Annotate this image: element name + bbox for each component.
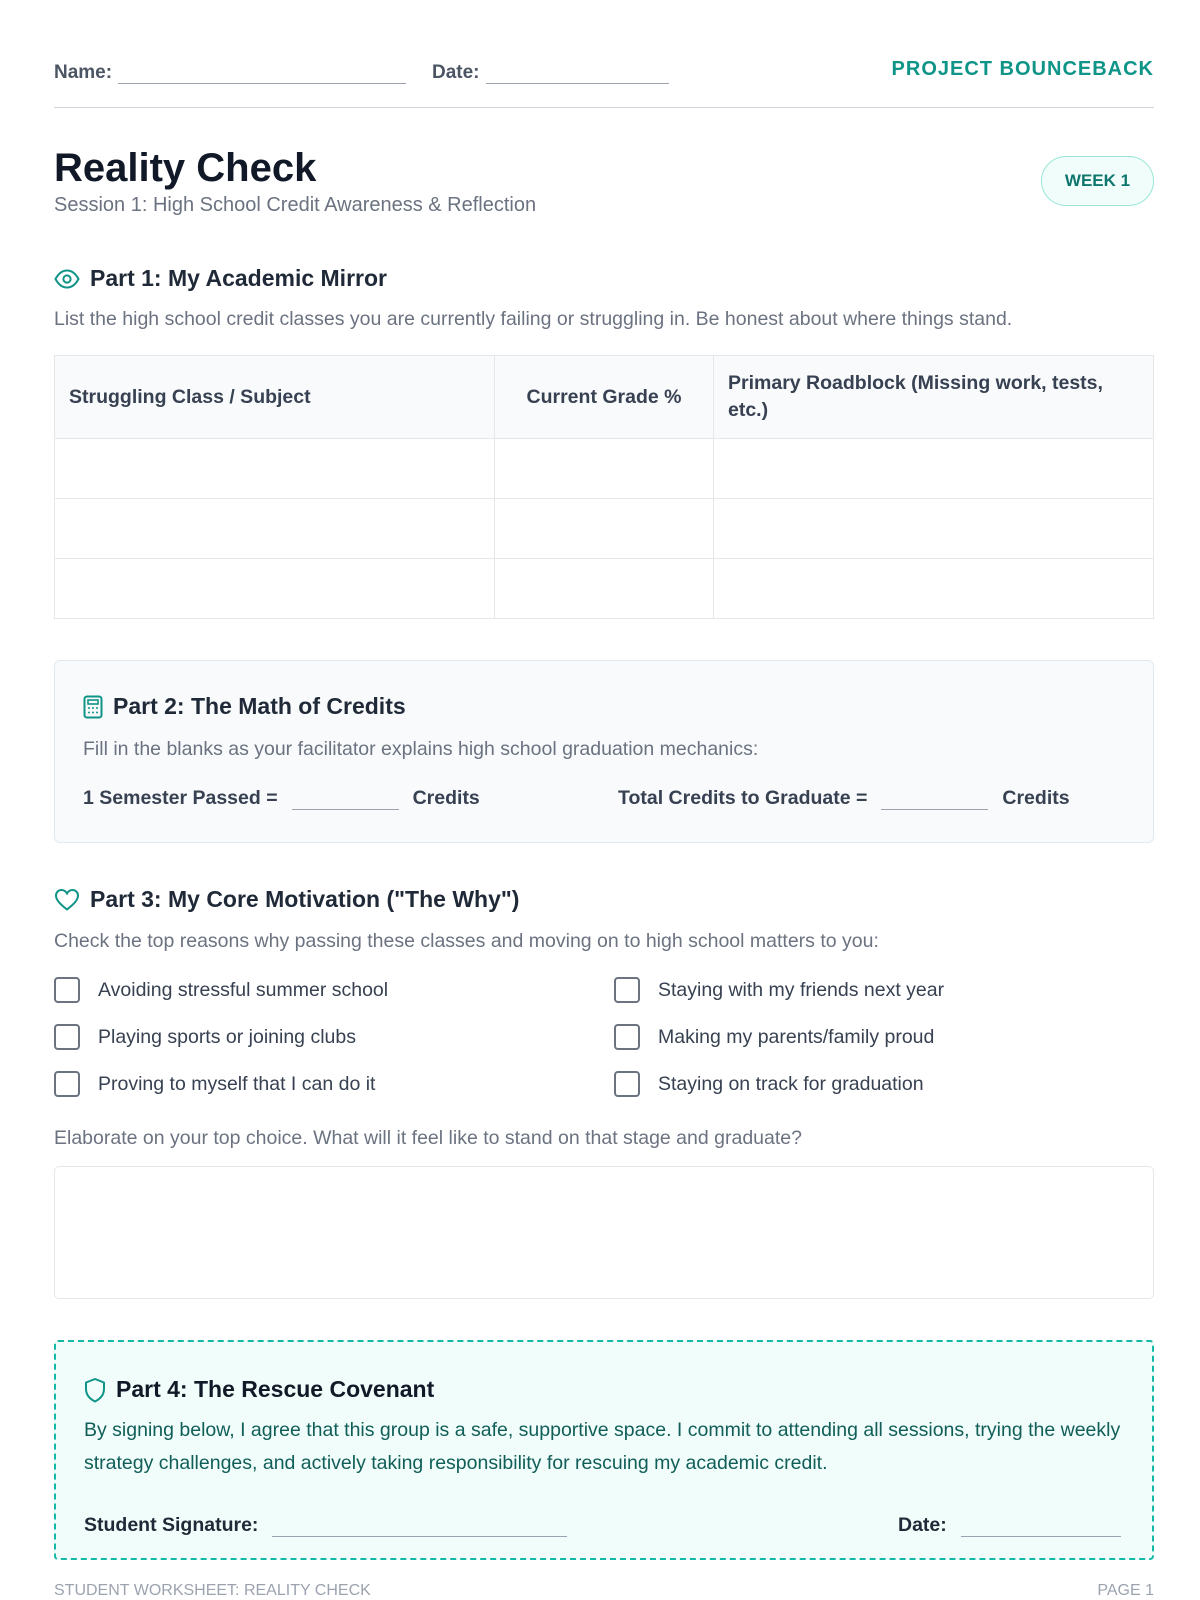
part2-instructions: Fill in the blanks as your facilitator explains high school graduation mechanics: bbox=[83, 738, 759, 760]
elaborate-answer-box[interactable] bbox=[54, 1166, 1154, 1299]
header-divider bbox=[54, 107, 1154, 108]
reason-label: Proving to myself that I can do it bbox=[98, 1072, 376, 1095]
credits-math-box bbox=[54, 660, 1154, 843]
table-header-row bbox=[55, 356, 1154, 439]
semester-unit: Credits bbox=[412, 787, 480, 809]
header-bar bbox=[54, 58, 1154, 86]
signature-label: Student Signature: bbox=[84, 1514, 259, 1536]
reason-checkbox-row[interactable] bbox=[614, 1071, 924, 1097]
covenant-date-line[interactable] bbox=[961, 1517, 1121, 1537]
part4-heading-row bbox=[84, 1376, 434, 1403]
class-cell[interactable] bbox=[55, 559, 495, 619]
reason-label: Playing sports or joining clubs bbox=[98, 1025, 356, 1048]
page-subtitle: Session 1: High School Credit Awareness & Reflection bbox=[54, 194, 537, 216]
checkbox[interactable] bbox=[614, 977, 640, 1003]
reason-checkbox-row[interactable] bbox=[614, 1024, 934, 1050]
page-title: Reality Check bbox=[54, 146, 317, 190]
column-header-roadblock: Primary Roadblock (Missing work, tests, etc.) bbox=[714, 356, 1154, 439]
part3-heading-row bbox=[54, 886, 519, 913]
part3-heading: Part 3: My Core Motivation ("The Why") bbox=[90, 886, 520, 912]
checkbox[interactable] bbox=[614, 1071, 640, 1097]
covenant-date-field[interactable] bbox=[898, 1514, 1121, 1537]
brand-name: PROJECT BOUNCEBACK bbox=[891, 58, 1154, 80]
grade-cell[interactable] bbox=[495, 499, 714, 559]
column-header-class: Struggling Class / Subject bbox=[55, 356, 495, 439]
reason-label: Staying with my friends next year bbox=[658, 978, 945, 1001]
name-line[interactable] bbox=[118, 66, 406, 84]
semester-label: 1 Semester Passed = bbox=[83, 787, 278, 809]
column-header-grade: Current Grade % bbox=[495, 356, 714, 439]
footer-title: STUDENT WORKSHEET: REALITY CHECK bbox=[54, 1582, 371, 1599]
part1-heading-row bbox=[54, 265, 387, 292]
checkbox[interactable] bbox=[614, 1024, 640, 1050]
class-cell[interactable] bbox=[55, 439, 495, 499]
reason-label: Making my parents/family proud bbox=[658, 1025, 935, 1048]
checkbox[interactable] bbox=[54, 977, 80, 1003]
semester-credits-blank[interactable] bbox=[292, 788, 399, 810]
calculator-icon bbox=[83, 695, 103, 719]
week-badge: WEEK 1 bbox=[1041, 156, 1154, 206]
shield-icon bbox=[84, 1377, 106, 1403]
eye-icon bbox=[54, 269, 80, 289]
part2-heading-row bbox=[83, 693, 406, 720]
covenant-date-label: Date: bbox=[898, 1514, 947, 1536]
page-number: PAGE 1 bbox=[1097, 1582, 1154, 1599]
signature-line[interactable] bbox=[272, 1517, 567, 1537]
total-credits-equation bbox=[618, 787, 1070, 810]
part2-heading: Part 2: The Math of Credits bbox=[113, 693, 406, 719]
heart-icon bbox=[54, 888, 80, 912]
semester-credits-equation bbox=[83, 787, 480, 810]
name-label: Name: bbox=[54, 62, 113, 83]
header-date-label: Date: bbox=[432, 62, 480, 83]
grade-cell[interactable] bbox=[495, 439, 714, 499]
rescue-covenant-box bbox=[54, 1340, 1154, 1560]
class-cell[interactable] bbox=[55, 499, 495, 559]
checkbox[interactable] bbox=[54, 1024, 80, 1050]
header-date-field[interactable] bbox=[432, 62, 669, 84]
covenant-text: By signing below, I agree that this group is a safe, supportive space. I commit to attending all sessions, trying the weekly strategy challenges, and actively taking responsibility for rescuing my academic credit. bbox=[84, 1419, 1121, 1474]
reason-checkbox-row[interactable] bbox=[54, 977, 388, 1003]
grade-cell[interactable] bbox=[495, 559, 714, 619]
total-unit: Credits bbox=[1002, 787, 1070, 809]
total-label: Total Credits to Graduate = bbox=[618, 787, 868, 809]
name-field[interactable] bbox=[54, 62, 406, 84]
reason-checkbox-row[interactable] bbox=[54, 1024, 356, 1050]
roadblock-cell[interactable] bbox=[714, 559, 1154, 619]
part1-heading: Part 1: My Academic Mirror bbox=[90, 265, 387, 291]
signature-field[interactable] bbox=[84, 1514, 567, 1537]
part3-instructions: Check the top reasons why passing these classes and moving on to high school matters to you: bbox=[54, 930, 879, 952]
elaborate-prompt: Elaborate on your top choice. What will it feel like to stand on that stage and graduate? bbox=[54, 1127, 802, 1149]
header-date-line[interactable] bbox=[486, 66, 669, 84]
worksheet-page bbox=[54, 0, 1154, 1600]
table-row bbox=[55, 499, 1154, 559]
part4-heading: Part 4: The Rescue Covenant bbox=[116, 1376, 435, 1402]
total-credits-blank[interactable] bbox=[881, 788, 988, 810]
struggling-classes-table bbox=[54, 355, 1154, 619]
table-row bbox=[55, 559, 1154, 619]
roadblock-cell[interactable] bbox=[714, 499, 1154, 559]
reason-checkbox-row[interactable] bbox=[54, 1071, 375, 1097]
part1-instructions: List the high school credit classes you are currently failing or struggling in. Be honest about where things stand. bbox=[54, 308, 1013, 330]
roadblock-cell[interactable] bbox=[714, 439, 1154, 499]
checkbox[interactable] bbox=[54, 1071, 80, 1097]
reason-label: Staying on track for graduation bbox=[658, 1072, 924, 1095]
table-row bbox=[55, 439, 1154, 499]
reason-label: Avoiding stressful summer school bbox=[98, 978, 389, 1001]
reason-checkbox-row[interactable] bbox=[614, 977, 944, 1003]
